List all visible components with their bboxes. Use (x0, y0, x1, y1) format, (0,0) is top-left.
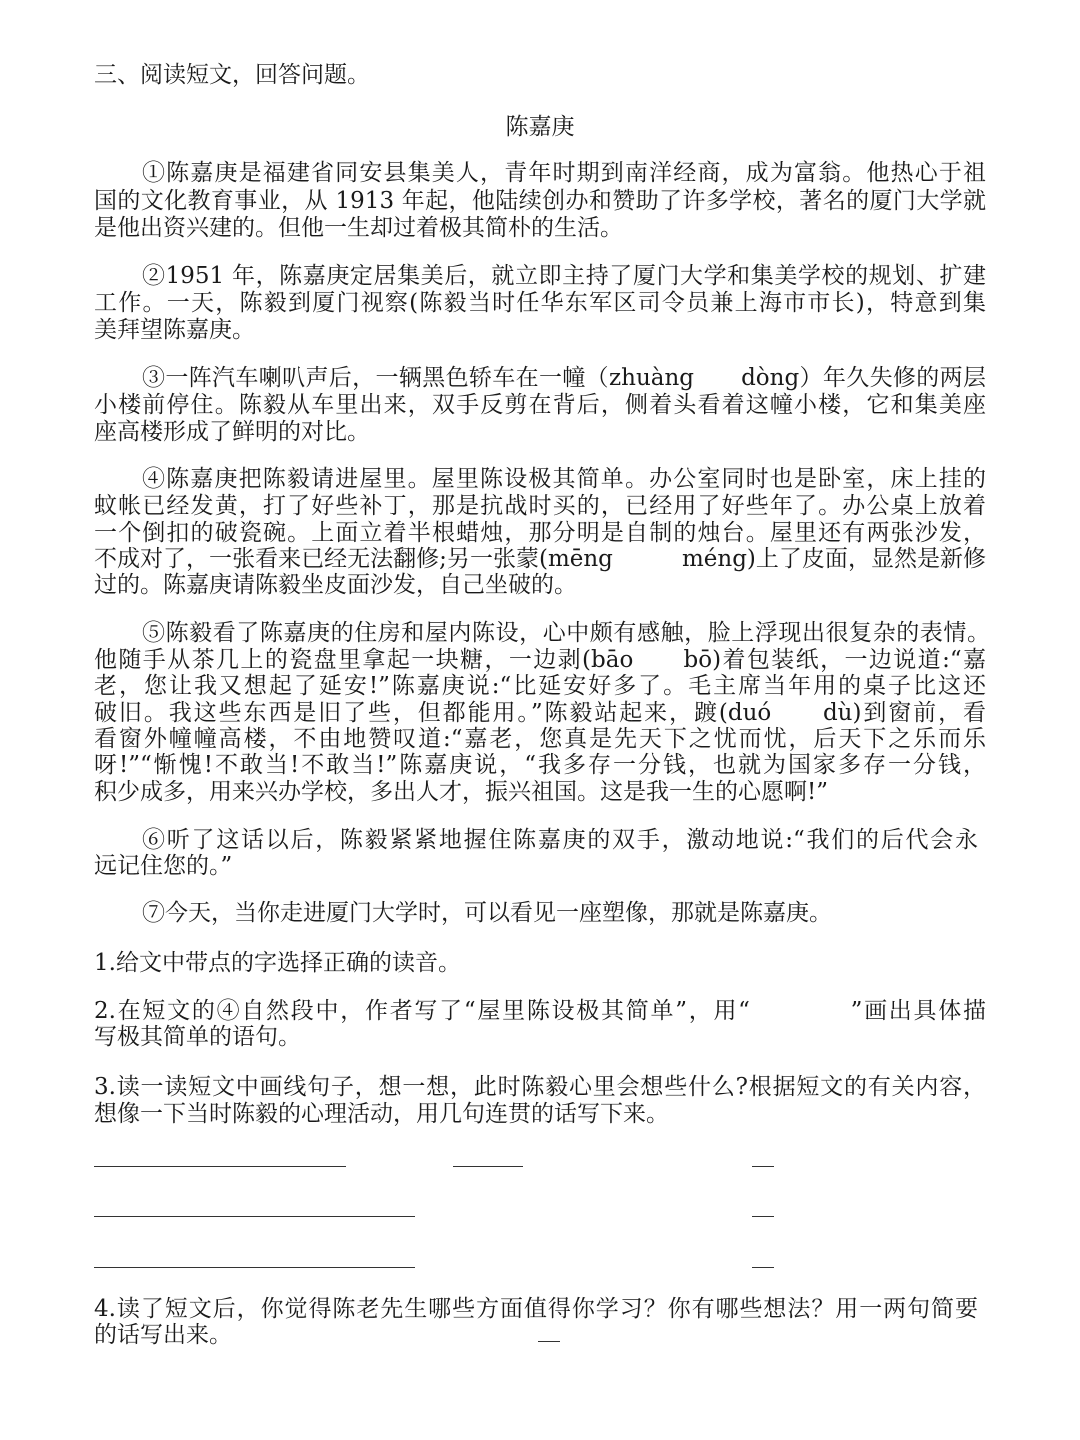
para-5-line-3: 老，您让我又想起了延安!”陈嘉庚说:“比延安好多了。毛主席当年用的桌子比这还 (94, 673, 986, 699)
para-1-line-3: 是他出资兴建的。但他一生却过着极其简朴的生活。 (94, 215, 623, 241)
para-2-line-2: 工作。一天，陈毅到厦门视察(陈毅当时任华东军区司令员兼上海市市长)，特意到集 (94, 290, 986, 316)
question-4-line-2: 的话写出来。 (94, 1322, 232, 1348)
question-4-line-1: 4.读了短文后，你觉得陈老先生哪些方面值得你学习？你有哪些想法？用一两句简要 (94, 1296, 978, 1322)
para-4-line-2: 蚊帐已经发黄，打了好些补丁，那是抗战时买的，已经用了好些年了。办公桌上放着 (94, 493, 986, 519)
para-5-line-6: 呀!”“惭愧!不敢当!不敢当!”陈嘉庚说，“我多存一分钱，也就为国家多存一分钱， (94, 752, 986, 778)
para-7-line-1: ⑦今天，当你走进厦门大学时，可以看见一座塑像，那就是陈嘉庚。 (142, 900, 832, 926)
para-4-line-5: 过的。陈嘉庚请陈毅坐皮面沙发，自己坐破的。 (94, 572, 577, 598)
answer-line[interactable] (94, 1216, 415, 1217)
para-3-line-2: 小楼前停住。陈毅从车里出来，双手反剪在背后，侧着头看着这幢小楼，它和集美座 (94, 392, 986, 418)
para-2-line-1: ②1951 年，陈嘉庚定居集美后，就立即主持了厦门大学和集美学校的规划、扩建 (142, 263, 986, 289)
para-4-line-3: 一个倒扣的破瓷碗。上面立着半根蜡烛，那分明是自制的烛台。屋里还有两张沙发， (94, 520, 986, 546)
passage-title: 陈嘉庚 (505, 114, 575, 140)
para-5-line-4: 破旧。我这些东西是旧了些，但都能用。”陈毅站起来，踱(duó dù)到窗前，看 (94, 700, 986, 726)
question-3-line-1: 3.读一读短文中画线句子，想一想，此时陈毅心里会想些什么?根据短文的有关内容， (94, 1074, 986, 1100)
para-4-line-4: 不成对了，一张看来已经无法翻修;另一张蒙(mēng méng)上了皮面，显然是新修 (94, 546, 986, 572)
para-6-line-1: ⑥听了这话以后，陈毅紧紧地握住陈嘉庚的双手，激动地说:“我们的后代会永 (142, 827, 978, 853)
para-3-line-1: ③一阵汽车喇叭声后，一辆黑色轿车在一幢（zhuàng dòng）年久失修的两层 (142, 365, 986, 391)
answer-line[interactable] (752, 1216, 774, 1217)
question-3-line-2: 想像一下当时陈毅的心理活动，用几句连贯的话写下来。 (94, 1101, 669, 1127)
para-3-line-3: 座高楼形成了鲜明的对比。 (94, 419, 370, 445)
para-6-line-2: 远记住您的。” (94, 853, 233, 879)
answer-line[interactable] (453, 1166, 523, 1167)
para-5-line-7: 积少成多，用来兴办学校，多出人才，振兴祖国。这是我一生的心愿啊!” (94, 779, 829, 805)
answer-line[interactable] (752, 1166, 774, 1167)
para-5-line-5: 看窗外幢幢高楼，不由地赞叹道:“嘉老，您真是先天下之忧而忧，后天下之乐而乐 (94, 726, 986, 752)
answer-line[interactable] (538, 1341, 560, 1342)
para-5-line-1: ⑤陈毅看了陈嘉庚的住房和屋内陈设，心中颇有感触，脸上浮现出很复杂的表情。 (142, 620, 990, 646)
para-5-line-2: 他随手从茶几上的瓷盘里拿起一块糖，一边剥(bāo bō)着包装纸，一边说道:“嘉 (94, 647, 986, 673)
answer-line[interactable] (752, 1267, 774, 1268)
para-1-line-1: ①陈嘉庚是福建省同安县集美人，青年时期到南洋经商，成为富翁。他热心于祖 (142, 160, 986, 186)
section-heading: 三、阅读短文，回答问题。 (94, 62, 370, 88)
answer-line[interactable] (94, 1166, 346, 1167)
question-2-line-2: 写极其简单的语句。 (94, 1024, 301, 1050)
para-2-line-3: 美拜望陈嘉庚。 (94, 317, 255, 343)
answer-line[interactable] (94, 1267, 415, 1268)
question-1: 1.给文中带点的字选择正确的读音。 (94, 950, 461, 976)
para-1-line-2: 国的文化教育事业，从 1913 年起，他陆续创办和赞助了许多学校，著名的厦门大学就 (94, 188, 986, 214)
para-4-line-1: ④陈嘉庚把陈毅请进屋里。屋里陈设极其简单。办公室同时也是卧室，床上挂的 (142, 466, 986, 492)
question-2-line-1: 2.在短文的④自然段中，作者写了“屋里陈设极其简单”，用“ ”画出具体描 (94, 998, 986, 1024)
